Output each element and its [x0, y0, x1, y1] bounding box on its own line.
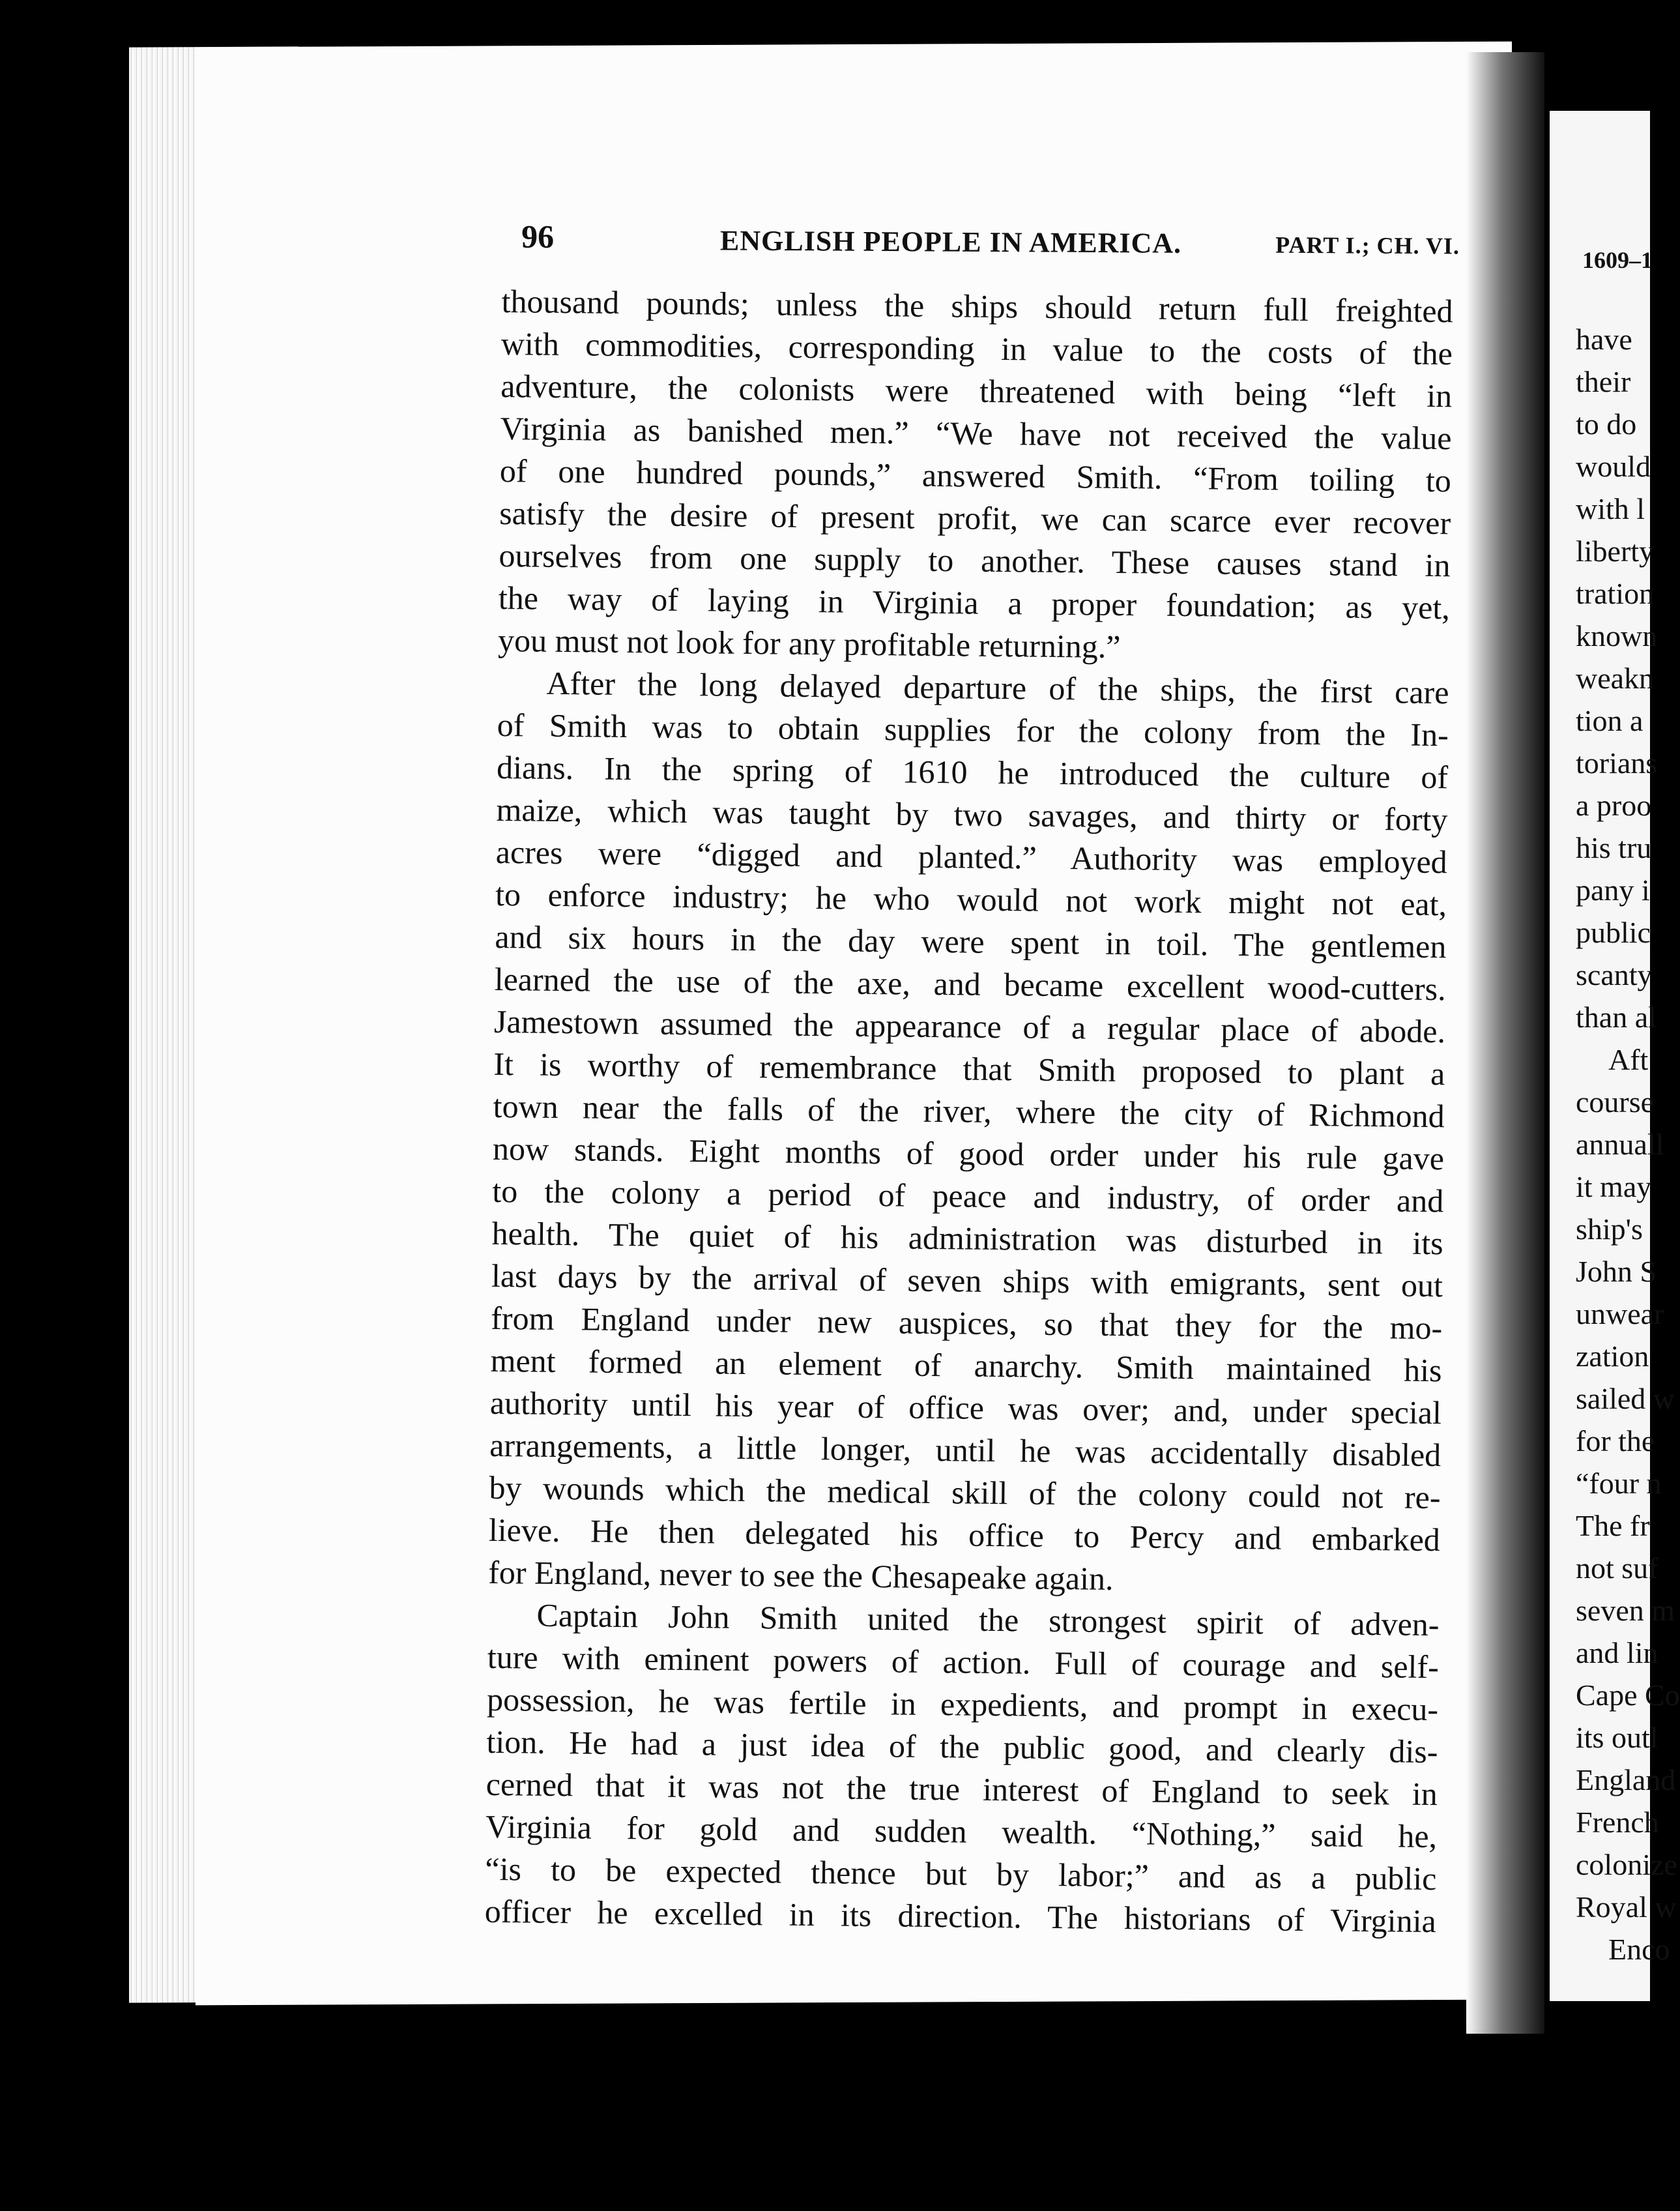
facing-text-line: annuall	[1576, 1128, 1664, 1161]
text-line: adventure, the colonists were threatened with being “left in	[500, 367, 1453, 415]
facing-text-line: tration	[1576, 577, 1655, 610]
text-line: and six hours in the day were spent in toil. The gentlemen	[495, 918, 1447, 965]
text-line: It is worthy of remembrance that Smith proposed to plant a	[493, 1045, 1445, 1092]
facing-text-line: Enco	[1608, 1933, 1670, 1966]
facing-page-year: 1609–1	[1582, 247, 1653, 273]
facing-text-line: Cape Co	[1576, 1678, 1680, 1712]
text-line: from England under new auspices, so that they for the mo-	[491, 1299, 1443, 1347]
facing-text-line: have	[1576, 323, 1632, 356]
text-line: maize, which was taught by two savages, and thirty or forty	[496, 791, 1448, 838]
text-line: now stands. Eight months of good order under his rule gave	[492, 1130, 1445, 1177]
facing-text-line: a proo	[1576, 789, 1652, 822]
text-line: tion. He had a just idea of the public good, and clearly dis-	[486, 1723, 1438, 1770]
facing-text-line: with l	[1576, 492, 1645, 525]
book-spine-shadow	[1466, 52, 1544, 2034]
text-line: “is to be expected thence but by labor;” and as a public	[485, 1850, 1437, 1897]
text-line: Virginia for gold and sudden wealth. “Nothing,” said he,	[485, 1808, 1438, 1855]
text-line: of one hundred pounds,” answered Smith. “From toiling to	[499, 452, 1452, 499]
facing-text-line: its outl	[1576, 1721, 1658, 1754]
text-line: After the long delayed departure of the ships, the first care	[546, 664, 1449, 711]
facing-text-line: zation	[1576, 1340, 1649, 1373]
text-line: of Smith was to obtain supplies for the colony from the In-	[497, 706, 1449, 754]
running-head: ENGLISH PEOPLE IN AMERICA.	[719, 224, 1182, 259]
facing-text-line: John S	[1576, 1255, 1657, 1288]
text-line: Jamestown assumed the appearance of a regular place of abode.	[493, 1003, 1446, 1050]
facing-text-line: his tru	[1576, 831, 1652, 864]
facing-text-line: public	[1576, 916, 1651, 949]
text-line: acres were “digged and planted.” Authority was employed	[495, 833, 1448, 881]
text-line: possession, he was fertile in expedients, and prompt in execu-	[486, 1680, 1439, 1728]
facing-text-line: Aft	[1608, 1043, 1649, 1076]
text-line: satisfy the desire of present profit, we can scarce ever recover	[499, 494, 1451, 542]
facing-text-line: The fr	[1576, 1509, 1650, 1542]
facing-page-text	[1576, 318, 1680, 1970]
text-line: lieve. He then delegated his office to Percy and embarked	[488, 1511, 1441, 1559]
text-line: Captain John Smith united the strongest spirit of adven-	[536, 1596, 1440, 1643]
facing-text-line: not suf	[1576, 1551, 1658, 1585]
part-chapter-reference: PART I.; CH. VI.	[1275, 231, 1460, 259]
facing-text-line: course	[1576, 1085, 1655, 1119]
text-line: last days by the arrival of seven ships with emigrants, sent out	[491, 1257, 1443, 1304]
facing-text-line: than al	[1576, 1001, 1657, 1034]
text-line: you must not look for any profitable returning.”	[497, 621, 1121, 665]
text-line: health. The quiet of his administration was disturbed in its	[491, 1214, 1443, 1262]
text-line: to the colony a period of peace and industry, of order and	[492, 1172, 1444, 1220]
text-line: thousand pounds; unless the ships should return full freighted	[501, 282, 1453, 330]
page-number: 96	[521, 218, 555, 255]
text-line: the way of laying in Virginia a proper foundation; as yet,	[498, 579, 1451, 626]
facing-text-line: liberty	[1576, 534, 1655, 568]
body-text	[484, 280, 1453, 1942]
text-line: ourselves from one supply to another. These causes stand in	[499, 536, 1451, 584]
facing-text-line: colonize	[1576, 1848, 1677, 1881]
facing-text-line: their	[1576, 365, 1631, 398]
text-line: authority until his year of office was over; and, under special	[489, 1384, 1442, 1431]
facing-text-line: England	[1576, 1763, 1676, 1796]
facing-text-line: seven m	[1576, 1594, 1675, 1627]
facing-text-line: it may	[1576, 1170, 1652, 1203]
facing-text-line: torians	[1576, 746, 1658, 780]
text-line: by wounds which the medical skill of the colony could not re-	[489, 1469, 1441, 1516]
facing-text-line: unwear	[1576, 1297, 1664, 1330]
text-line: with commodities, corresponding in value to the costs of the	[500, 325, 1453, 372]
facing-text-line: ship's	[1576, 1212, 1643, 1246]
text-line: for England, never to see the Chesapeake again.	[487, 1553, 1114, 1597]
facing-text-line: pany i	[1576, 873, 1650, 907]
facing-text-line: “four n	[1576, 1467, 1662, 1500]
facing-text-line: French	[1576, 1806, 1659, 1839]
text-line: dians. In the spring of 1610 he introduced the culture of	[496, 748, 1449, 796]
facing-text-line: weakn	[1576, 662, 1655, 695]
text-line: arrangements, a little longer, until he was accidentally disabled	[489, 1426, 1441, 1474]
facing-text-line: to do	[1576, 407, 1637, 441]
text-line: to enforce industry; he who would not work might not eat,	[495, 875, 1447, 923]
facing-text-line: Royal w	[1576, 1890, 1677, 1924]
facing-text-line: for the	[1576, 1424, 1655, 1457]
text-line: ture with eminent powers of action. Full of courage and self-	[487, 1638, 1440, 1686]
text-line: ment formed an element of anarchy. Smith maintained his	[490, 1341, 1442, 1389]
page-header	[521, 218, 1460, 269]
facing-text-line: would	[1576, 450, 1651, 483]
facing-text-line: tion a	[1576, 704, 1644, 737]
facing-text-line: scanty	[1576, 958, 1653, 991]
facing-text-line: and lin	[1576, 1636, 1658, 1669]
text-line: Virginia as banished men.” “We have not received the value	[500, 409, 1452, 457]
text-line: officer he excelled in its direction. The historians of Virginia	[484, 1892, 1437, 1940]
facing-text-line: sailed w	[1576, 1382, 1675, 1415]
text-line: cerned that it was not the true interest of England to seek in	[485, 1765, 1438, 1813]
facing-text-line: known	[1576, 619, 1658, 652]
text-line: learned the use of the axe, and became excellent wood-cutters.	[494, 960, 1446, 1008]
text-line: town near the falls of the river, where the city of Richmond	[493, 1087, 1445, 1135]
